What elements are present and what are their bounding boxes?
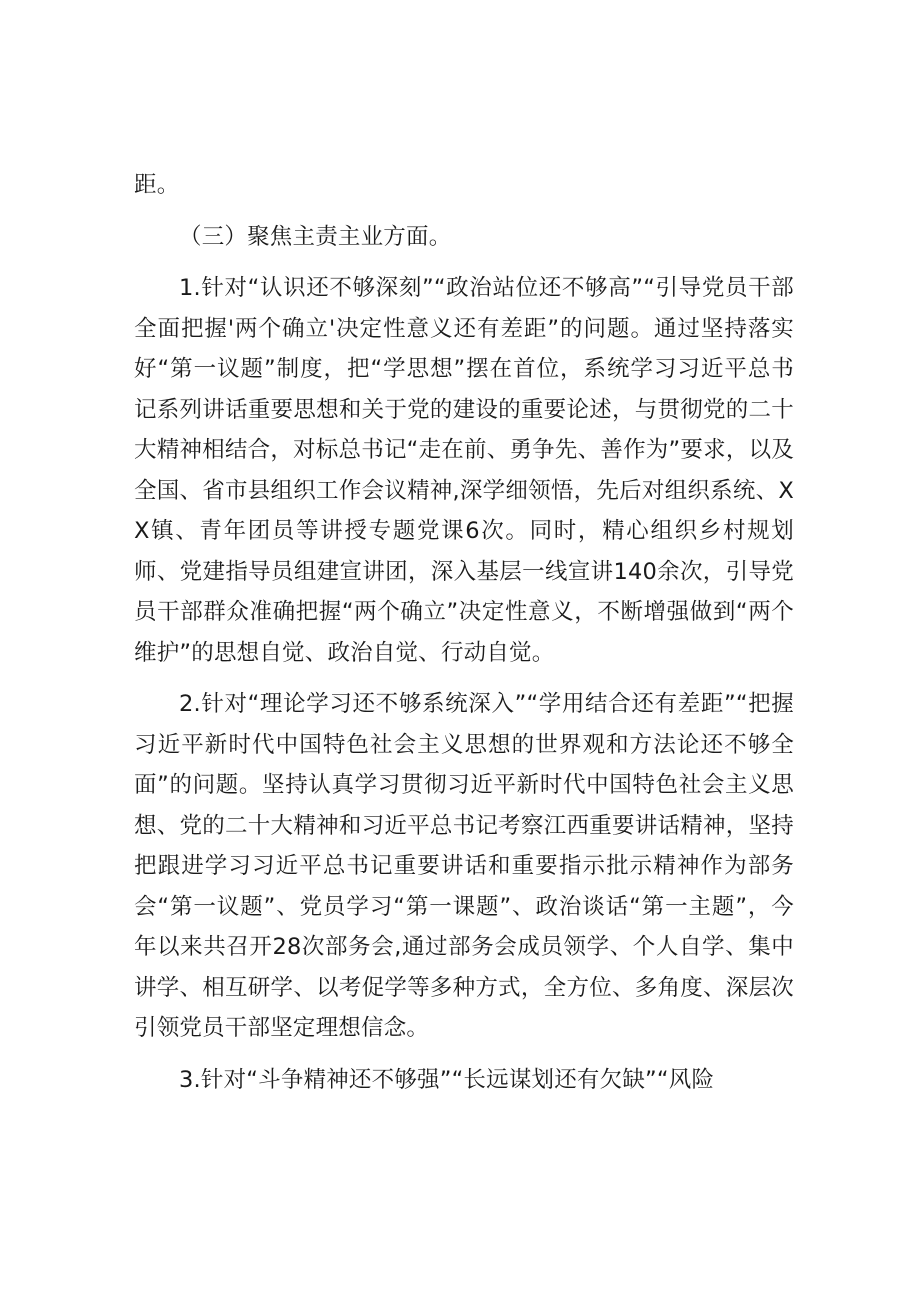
paragraph-continuation: 距。 (134, 172, 180, 198)
paragraph-item-1: 1.针对“认识还不够深刻”“政治站位还不够高”“引导党员干部全面把握'两个确立'决定性意义还有差距”的问题。通过坚持落实好“第一议题”制度，把“学思想”摆在首位，系统学习习近平总书记系列讲话重要思想和关于党的建设的重要论述，与贯彻党的二十大精神相结合，对标总书记“走在前、勇争先、善作为”要求，以及全国、省市县组织工作会议精神,深学细领悟，先后对组织系统、XX镇、青年团员等讲授专题党课6次。同时，精心组织乡村规划师、党建指导员组建宣讲团，深入基层一线宣讲140余次，引导党员干部群众准确把握“两个确立”决定性意义，不断增强做到“两个维护”的思想自觉、政治自觉、行动自觉。 (134, 275, 794, 666)
paragraph-item-2: 2.针对“理论学习还不够系统深入”“学用结合还有差距”“把握习近平新时代中国特色社会主义思想的世界观和方法论还不够全面”的问题。坚持认真学习贯彻习近平新时代中国特色社会主义思想、党的二十大精神和习近平总书记考察江西重要讲话精神，坚持把跟进学习习近平总书记重要讲话和重要指示批示精神作为部务会“第一议题”、党员学习“第一课题”、政治谈话“第一主题”，今年以来共召开28次部务会,通过部务会成员领学、个人自学、集中讲学、相互研学、以考促学等多种方式，全方位、多角度、深层次引领党员干部坚定理想信念。 (134, 691, 794, 1041)
section-heading: （三）聚焦主责主业方面。 (179, 223, 452, 250)
paragraph-item-3: 3.针对“斗争精神还不够强”“长远谋划还有欠缺”“风险 (179, 1066, 715, 1093)
document-body (134, 165, 794, 1100)
